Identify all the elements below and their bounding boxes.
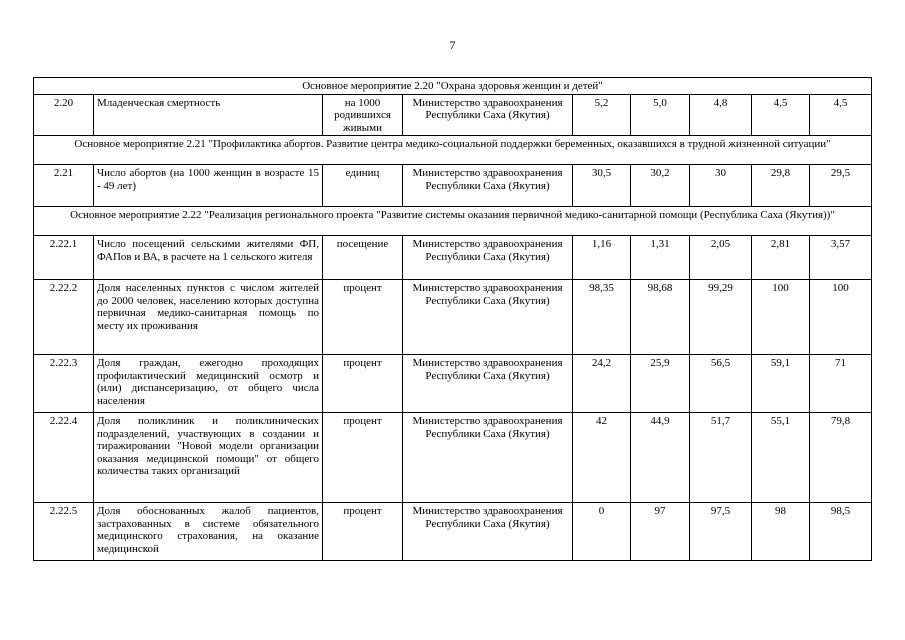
- unit-cell: посещение: [323, 236, 403, 280]
- unit-cell: на 1000 родившихся живыми: [323, 94, 403, 136]
- unit-cell: единиц: [323, 165, 403, 207]
- value-cell: 2,81: [752, 236, 810, 280]
- section-row: [34, 207, 872, 236]
- responsible-cell: Министерство здравоохранения Республики Саха (Якутия): [403, 94, 573, 136]
- section-title: Основное мероприятие 2.22 "Реализация регионального проекта "Развитие системы оказания первичной медико-санитарной помощи (Республика Саха (Якутия))": [34, 207, 872, 236]
- section-title: Основное мероприятие 2.21 "Профилактика абортов. Развитие центра медико-социальной поддержки беременных, оказавшихся в трудной жизненной ситуации": [34, 136, 872, 165]
- section-title: Основное мероприятие 2.20 "Охрана здоровья женщин и детей": [34, 78, 872, 95]
- unit-cell: процент: [323, 280, 403, 355]
- value-cell: 56,5: [690, 355, 752, 413]
- value-cell: 98,68: [631, 280, 690, 355]
- section-row: [34, 136, 872, 165]
- value-cell: 4,5: [752, 94, 810, 136]
- value-cell: 98: [752, 503, 810, 561]
- table-body: [34, 78, 872, 561]
- value-cell: 71: [810, 355, 872, 413]
- value-cell: 97,5: [690, 503, 752, 561]
- row-number: 2.21: [34, 165, 94, 207]
- section-row: [34, 78, 872, 95]
- value-cell: 2,05: [690, 236, 752, 280]
- value-cell: 44,9: [631, 413, 690, 503]
- value-cell: 29,5: [810, 165, 872, 207]
- value-cell: 99,29: [690, 280, 752, 355]
- value-cell: 59,1: [752, 355, 810, 413]
- value-cell: 3,57: [810, 236, 872, 280]
- value-cell: 0: [573, 503, 631, 561]
- value-cell: 79,8: [810, 413, 872, 503]
- indicator-name: Число абортов (на 1000 женщин в возрасте 15 - 49 лет): [94, 165, 323, 207]
- indicator-name: Младенческая смертность: [94, 94, 323, 136]
- responsible-cell: Министерство здравоохранения Республики Саха (Якутия): [403, 413, 573, 503]
- table-row: [34, 94, 872, 136]
- value-cell: 24,2: [573, 355, 631, 413]
- value-cell: 30: [690, 165, 752, 207]
- responsible-cell: Министерство здравоохранения Республики Саха (Якутия): [403, 165, 573, 207]
- indicator-name: Доля граждан, ежегодно проходящих профилактический медицинский осмотр и (или) диспансеризацию, от общего числа населения: [94, 355, 323, 413]
- value-cell: 29,8: [752, 165, 810, 207]
- responsible-cell: Министерство здравоохранения Республики Саха (Якутия): [403, 503, 573, 561]
- row-number: 2.22.3: [34, 355, 94, 413]
- unit-cell: процент: [323, 413, 403, 503]
- unit-cell: процент: [323, 503, 403, 561]
- responsible-cell: Министерство здравоохранения Республики Саха (Якутия): [403, 236, 573, 280]
- value-cell: 5,0: [631, 94, 690, 136]
- value-cell: 42: [573, 413, 631, 503]
- responsible-cell: Министерство здравоохранения Республики Саха (Якутия): [403, 355, 573, 413]
- row-number: 2.22.1: [34, 236, 94, 280]
- value-cell: 30,5: [573, 165, 631, 207]
- value-cell: 4,8: [690, 94, 752, 136]
- value-cell: 1,31: [631, 236, 690, 280]
- value-cell: 100: [752, 280, 810, 355]
- value-cell: 55,1: [752, 413, 810, 503]
- table-row: [34, 413, 872, 503]
- table-row: [34, 236, 872, 280]
- table-row: [34, 280, 872, 355]
- indicator-name: Доля населенных пунктов с числом жителей до 2000 человек, населению которых доступна первичная медико-санитарная помощь по месту их проживания: [94, 280, 323, 355]
- row-number: 2.22.5: [34, 503, 94, 561]
- value-cell: 25,9: [631, 355, 690, 413]
- value-cell: 100: [810, 280, 872, 355]
- row-number: 2.20: [34, 94, 94, 136]
- indicator-name: Доля обоснованных жалоб пациентов, застрахованных в системе обязательного медицинского страхования, на оказание медицинской: [94, 503, 323, 561]
- row-number: 2.22.2: [34, 280, 94, 355]
- table-row: [34, 355, 872, 413]
- indicators-table: [33, 77, 872, 561]
- value-cell: 30,2: [631, 165, 690, 207]
- value-cell: 5,2: [573, 94, 631, 136]
- value-cell: 97: [631, 503, 690, 561]
- value-cell: 98,35: [573, 280, 631, 355]
- indicator-name: Число посещений сельскими жителями ФП, ФАПов и ВА, в расчете на 1 сельского жителя: [94, 236, 323, 280]
- indicator-name: Доля поликлиник и поликлинических подразделений, участвующих в создании и тиражировании "Новой модели организации оказания медицинской помощи" от общего количества таких организаций: [94, 413, 323, 503]
- page-number: 7: [449, 38, 456, 52]
- row-number: 2.22.4: [34, 413, 94, 503]
- value-cell: 1,16: [573, 236, 631, 280]
- value-cell: 4,5: [810, 94, 872, 136]
- responsible-cell: Министерство здравоохранения Республики Саха (Якутия): [403, 280, 573, 355]
- table-row: [34, 503, 872, 561]
- table-row: [34, 165, 872, 207]
- value-cell: 98,5: [810, 503, 872, 561]
- value-cell: 51,7: [690, 413, 752, 503]
- unit-cell: процент: [323, 355, 403, 413]
